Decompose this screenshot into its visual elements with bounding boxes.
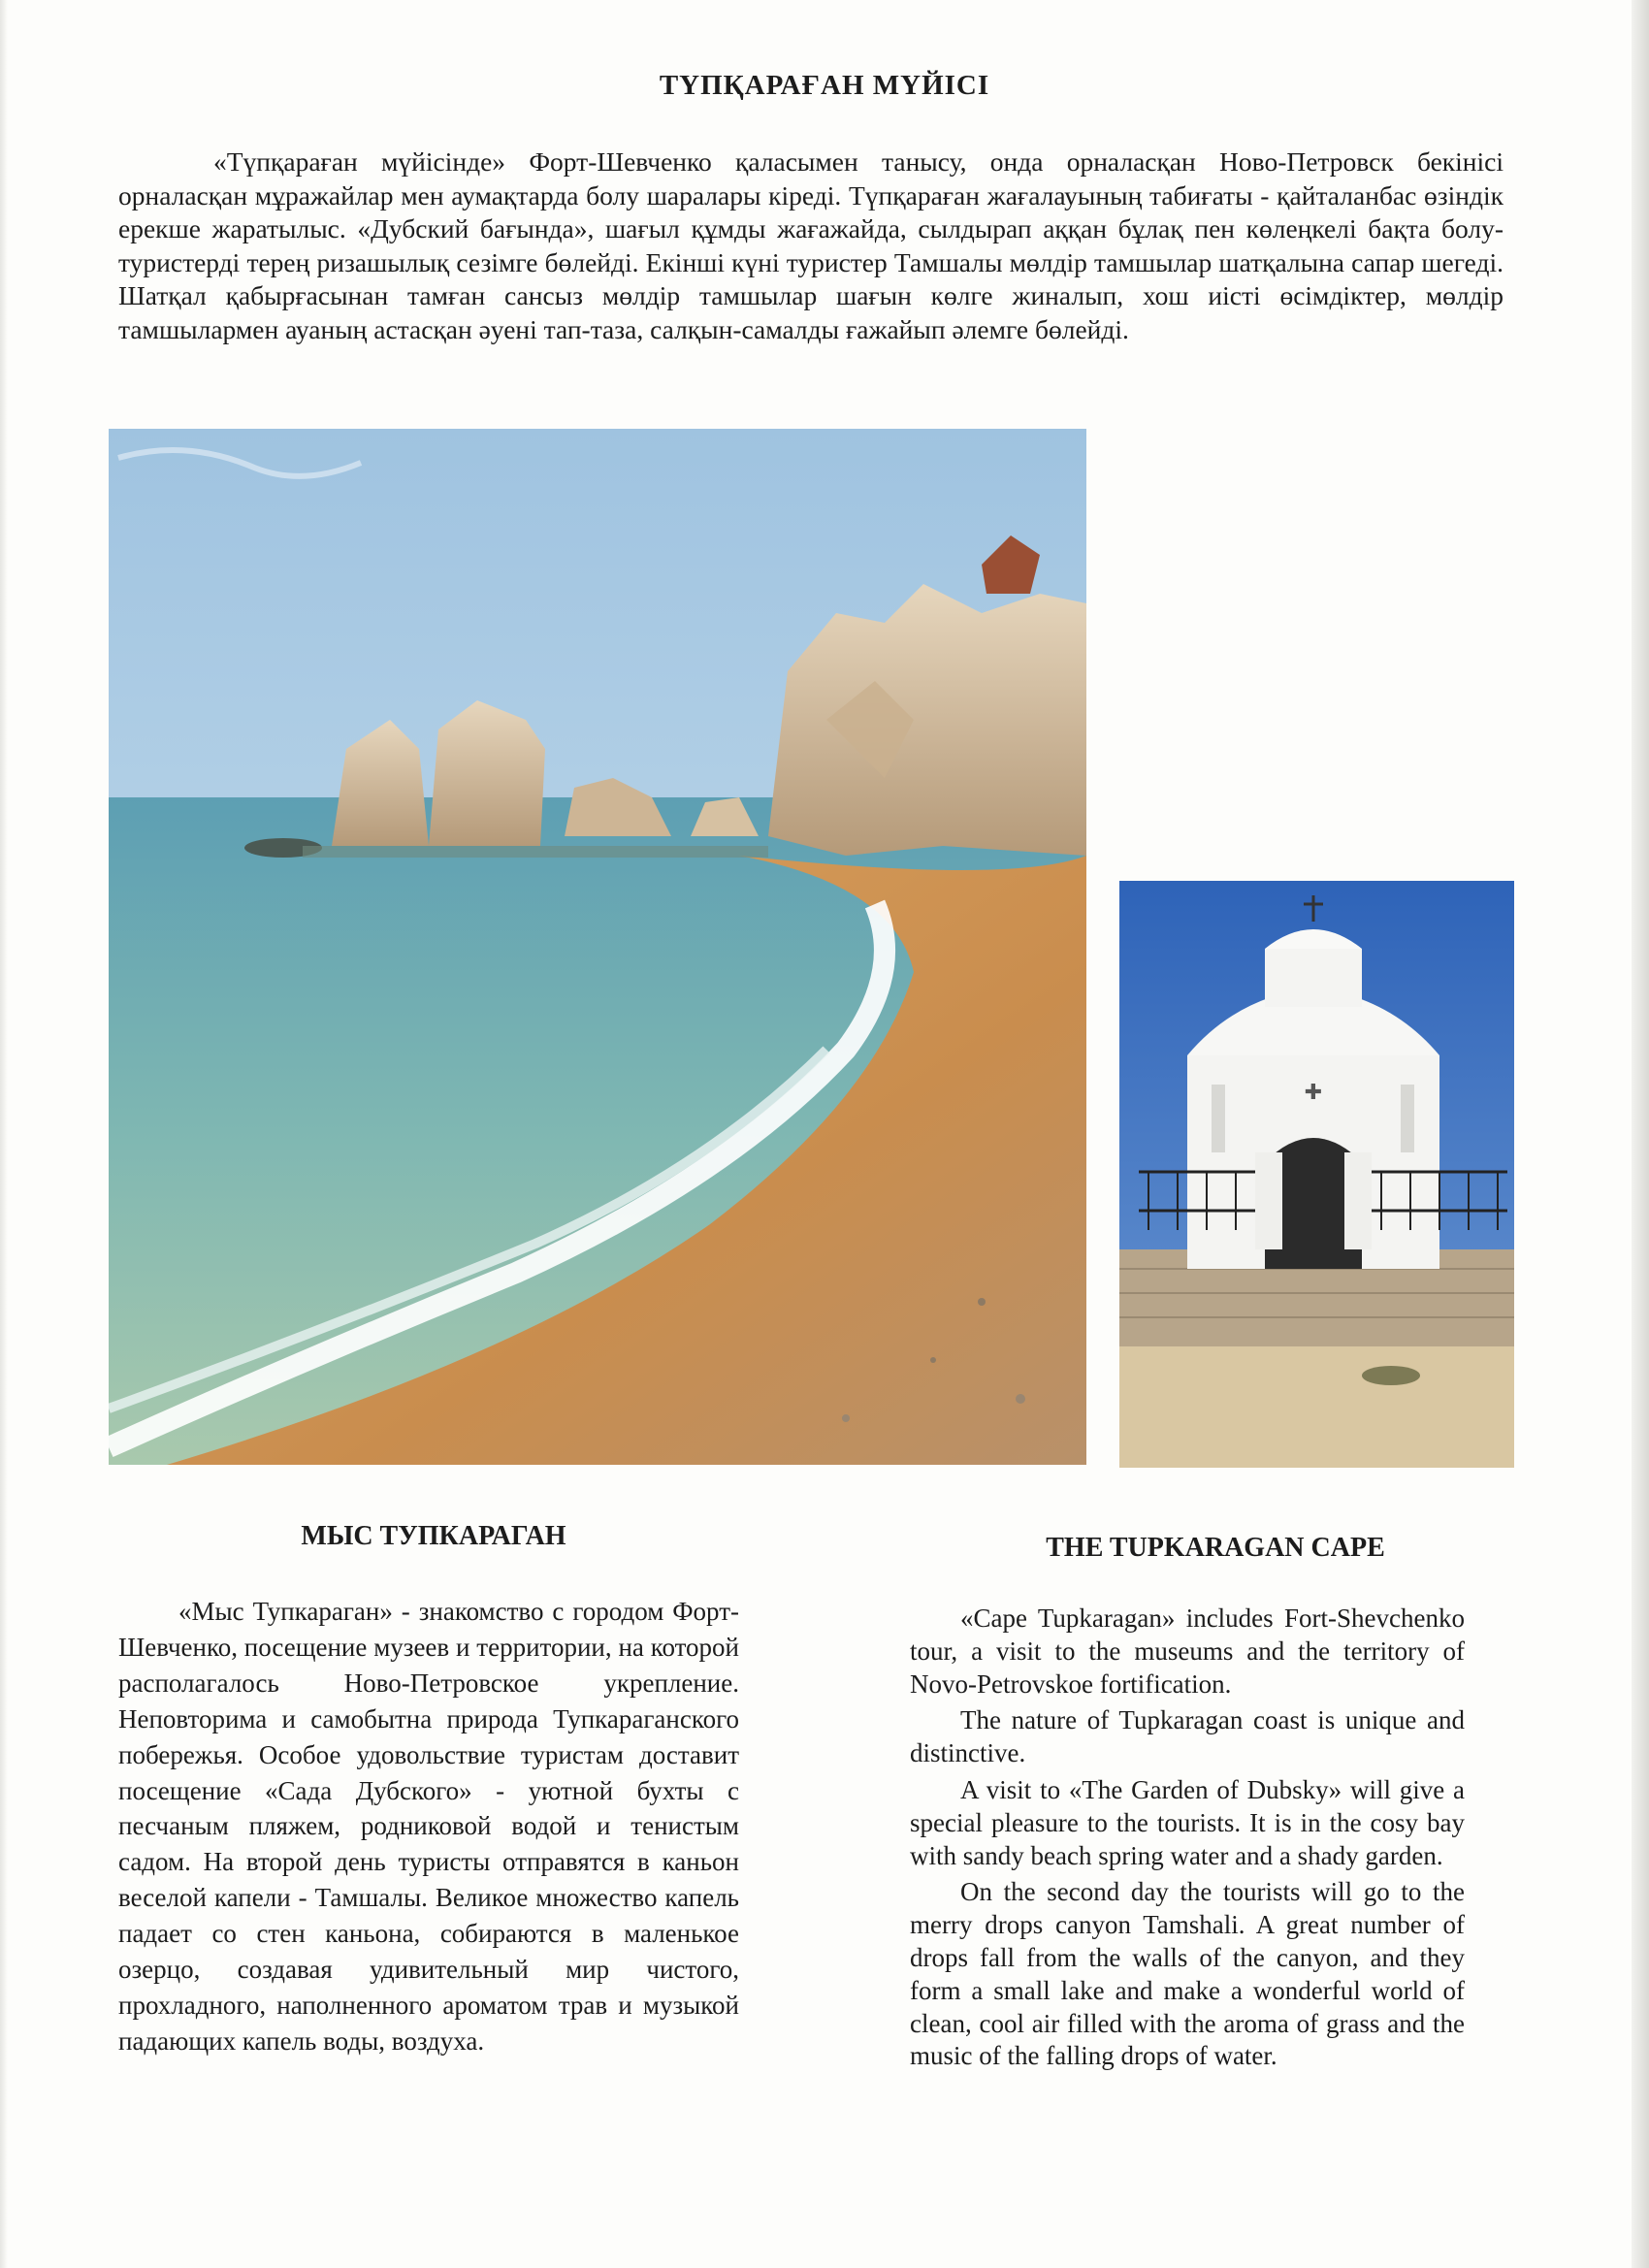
kazakh-paragraph: «Түпқараған мүйісінде» Форт-Шевченко қаласымен танысу, онда орналасқан Ново-Петровск бекінісі орналасқан мұражайлар мен аумақтарда болу шаралары кіреді. Түпқараған жағалауының табиғаты - қайталанбас өзіндік ерекше жаратылыс. «Дубский бағында», шағыл құмды жағажайда, сылдырап аққан бұлақ пен көлеңкелі бақта болу- туристерді терең ризашылық сезімге бөлейді. Екінші күні туристер Тамшалы мөлдір тамшылар шатқалына сапар шегеді. Шатқал қабырғасынан тамған сансыз мөлдір тамшылар шағын көлге жиналып, хош иісті өсімдіктер, мөлдір тамшылармен ауаның астасқан әуені тап-таза, салқын-самалды ғажайып әлемге бөлейді. bbox=[118, 146, 1504, 344]
english-paragraph-4: On the second day the tourists will go to the merry drops canyon Tamshali. A great number of drops fall from the walls of the canyon, and they form a small lake and make a wonderful world of clean, cool air filled with the aroma of grass and the music of the falling drops of water. bbox=[910, 1877, 1465, 2071]
russian-text bbox=[118, 1594, 739, 2059]
chapel-illustration bbox=[1119, 881, 1514, 1468]
chapel-photo bbox=[1119, 881, 1514, 1468]
english-text bbox=[910, 1603, 1465, 2077]
kazakh-text bbox=[118, 146, 1504, 346]
russian-title: МЫС ТУПКАРАГАН bbox=[301, 1521, 566, 1551]
english-title: THE TUPKARAGAN CAPE bbox=[1046, 1533, 1385, 1563]
english-paragraph-2: The nature of Tupkaragan coast is unique and distinctive. bbox=[910, 1705, 1465, 1768]
svg-text:✚: ✚ bbox=[1304, 1081, 1323, 1105]
russian-paragraph: «Мыс Тупкараган» - знакомство с городом Форт-Шевченко, посещение музеев и территории, на которой располагалось Ново-Петровское укрепление. Неповторима и самобытна природа Тупкараганского побережья. Особое удовольствие туристам доставит посещение «Сада Дубского» - уютной бухты с песчаным пляжем, родниковой водой и тенистым садом. На второй день туристы отправятся в каньон веселой капели - Тамшалы. Великое множество капель падает со стен каньона, собираются в маленькое озерцо, создавая удивительный мир чистого, прохладного, наполненного ароматом трав и музыкой падающих капель воды, воздуха. bbox=[118, 1597, 739, 2056]
beach-cliffs-photo bbox=[109, 429, 1086, 1465]
english-paragraph-3: A visit to «The Garden of Dubsky» will give a special pleasure to the tourists. It is in the cosy bay with sandy beach spring water and a shady garden. bbox=[910, 1774, 1465, 1870]
english-paragraph-1: «Cape Tupkaragan» includes Fort-Shevchenko tour, a visit to the museums and the territory of Novo-Petrovskoe fortification. bbox=[910, 1604, 1465, 1699]
scan-edge-right bbox=[1632, 0, 1649, 2268]
page-title: ТҮПҚАРАҒАН МҮЙІСІ bbox=[659, 70, 990, 101]
beach-cliffs-illustration bbox=[109, 429, 1086, 1465]
scan-edge-left bbox=[0, 0, 8, 2268]
